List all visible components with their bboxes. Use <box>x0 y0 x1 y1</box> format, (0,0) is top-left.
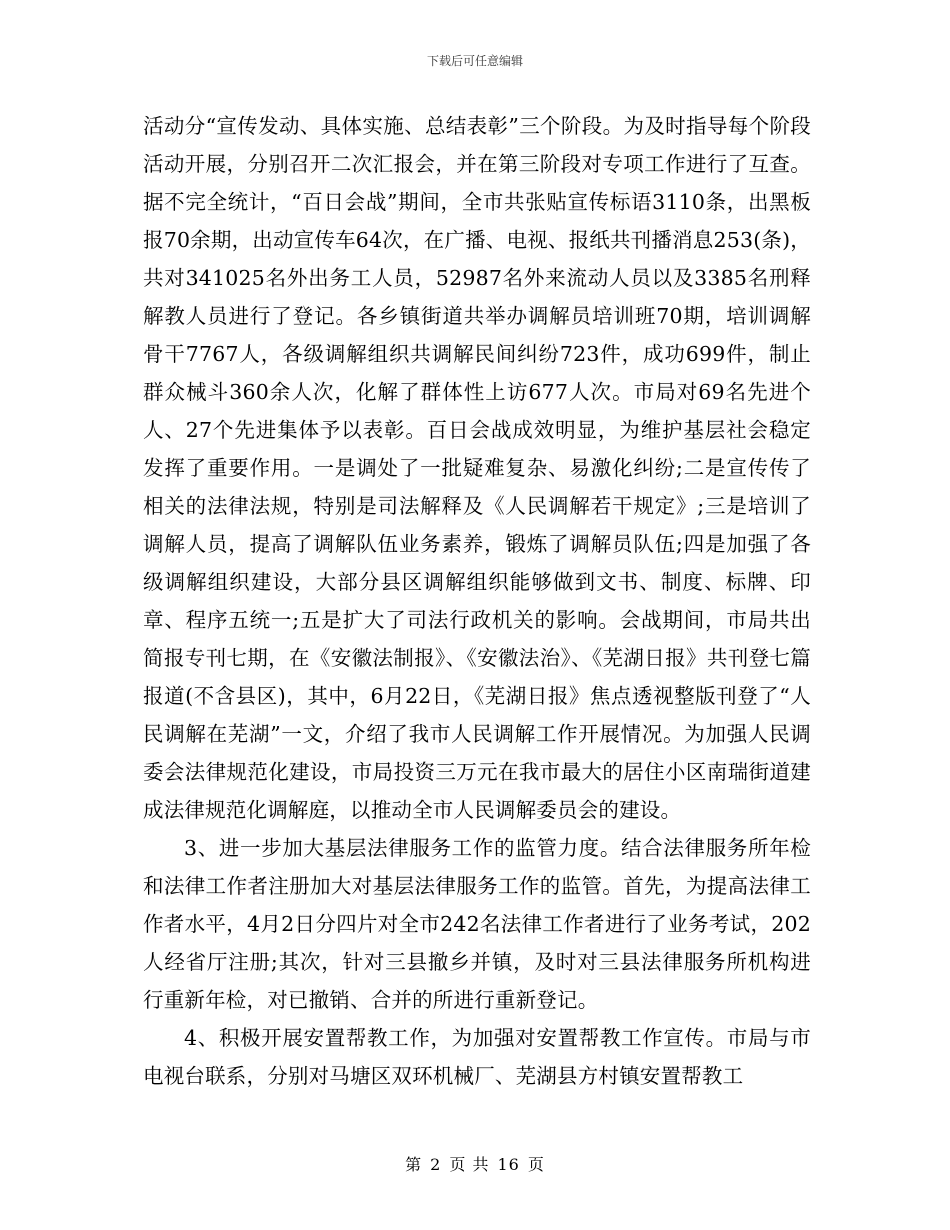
document-body <box>143 107 811 1095</box>
paragraph-resettlement-education: 4、积极开展安置帮教工作，为加强对安置帮教工作宣传。市局与市电视台联系，分别对马塘区双环机械厂、芜湖县方村镇安置帮教工 <box>143 1026 811 1088</box>
page-label-mid: 页 共 <box>449 1155 490 1174</box>
paragraph-legal-service-supervision: 3、进一步加大基层法律服务工作的监管力度。结合法律服务所年检和法律工作者注册加大对基层法律服务工作的监管。首先，为提高法律工作者水平，4月2日分四片对全市242名法律工作者进行了业务考试，202人经省厅注册;其次，针对三县撤乡并镇，及时对三县法律服务所机构进行重新年检，对已撤销、合并的所进行重新登记。 <box>143 836 811 1012</box>
page-label-prefix: 第 <box>405 1155 423 1174</box>
total-pages-number: 16 <box>497 1155 520 1174</box>
page-header: 下载后可任意编辑 <box>426 54 523 68</box>
page-label-suffix: 页 <box>527 1155 545 1174</box>
current-page-number: 2 <box>430 1155 442 1174</box>
page-footer <box>0 1155 950 1175</box>
paragraph-activity-stages: 活动分“宣传发动、具体实施、总结表彰”三个阶段。为及时指导每个阶段活动开展，分别召开二次汇报会，并在第三阶段对专项工作进行了互查。据不完全统计，“百日会战”期间，全市共张贴宣传标语3110条，出黑板报70余期，出动宣传车64次，在广播、电视、报纸共刊播消息253(条)，共对341025名外出务工人员，52987名外来流动人员以及3385名刑释解教人员进行了登记。各乡镇街道共举办调解员培训班70期，培训调解骨干7767人，各级调解组织共调解民间纠纷723件，成功699件，制止群众械斗360余人次，化解了群体性上访677人次。市局对69名先进个人、27个先进集体予以表彰。百日会战成效明显，为维护基层社会稳定发挥了重要作用。一是调处了一批疑难复杂、易激化纠纷;二是宣传传了相关的法律法规，特别是司法解释及《人民调解若干规定》;三是培训了调解人员，提高了调解队伍业务素养，锻炼了调解员队伍;四是加强了各级调解组织建设，大部分县区调解组织能够做到文书、制度、标牌、印章、程序五统一;五是扩大了司法行政机关的影响。会战期间，市局共出简报专刊七期，在《安徽法制报》、《安徽法治》、《芜湖日报》共刊登七篇报道(不含县区)，其中，6月22日，《芜湖日报》焦点透视整版刊登了“人民调解在芜湖”一文，介绍了我市人民调解工作开展情况。为加强人民调委会法律规范化建设，市局投资三万元在我市最大的居住小区南瑞街道建成法律规范化调解庭，以推动全市人民调解委员会的建设。 <box>143 114 811 822</box>
